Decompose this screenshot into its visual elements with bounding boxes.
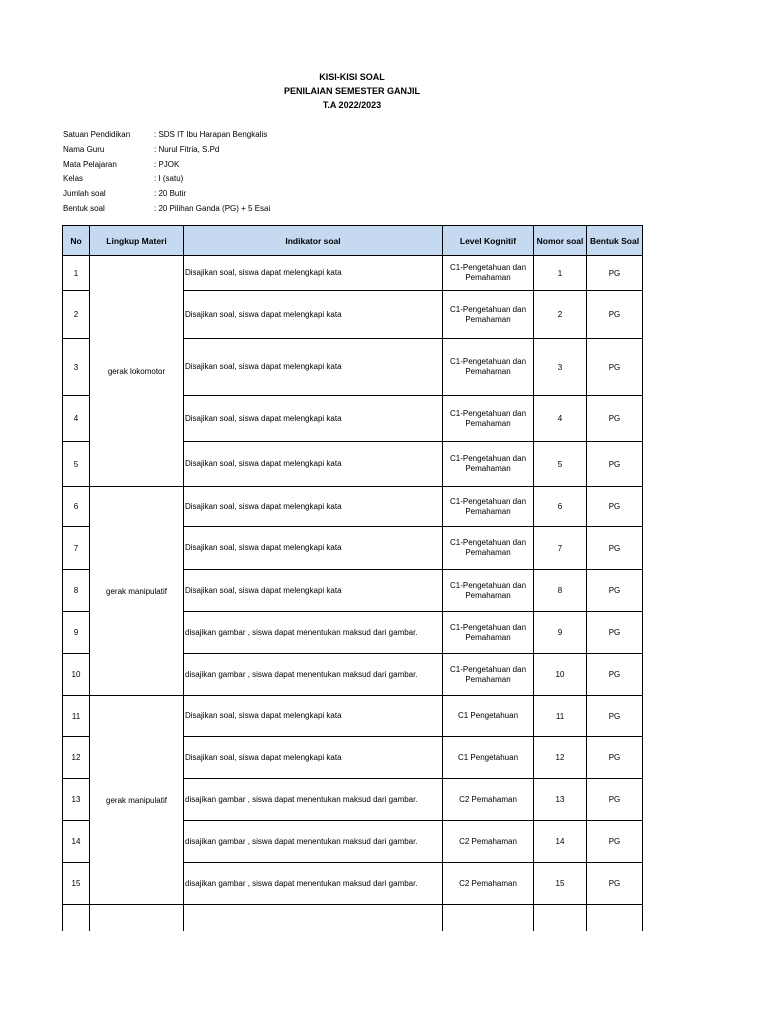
cell-no: 14 <box>63 821 90 863</box>
cell-bentuk: PG <box>587 396 643 442</box>
cell-indikator: disajikan gambar , siswa dapat menentukan maksud dari gambar. <box>184 612 443 654</box>
cell-indikator: disajikan gambar , siswa dapat menentukan maksud dari gambar. <box>184 821 443 863</box>
cell-lingkup-materi: gerak manipulatif <box>90 696 184 905</box>
info-label: Satuan Pendidikan <box>63 130 131 139</box>
info-value: : 20 Butir <box>154 189 187 199</box>
cell-level: C1-Pengetahuan dan Pemahaman <box>443 527 534 570</box>
info-value: : PJOK <box>154 159 180 169</box>
cell-no: 4 <box>63 396 90 442</box>
cell-bentuk: PG <box>587 612 643 654</box>
header-lingkup-materi: Lingkup Materi <box>90 226 184 256</box>
cell-no: 5 <box>63 442 90 487</box>
cell-nomor: 12 <box>534 737 587 779</box>
cell-nomor: 1 <box>534 256 587 291</box>
title-line-1: KISI-KISI SOAL <box>319 72 385 82</box>
header-indikator-soal: Indikator soal <box>184 226 443 256</box>
cell-no: 10 <box>63 654 90 696</box>
cell-nomor: 13 <box>534 779 587 821</box>
cell-level: C2 Pemahaman <box>443 821 534 863</box>
cell-nomor: 11 <box>534 696 587 737</box>
cell-bentuk: PG <box>587 256 643 291</box>
info-label: Mata Pelajaran <box>63 159 117 169</box>
cell-nomor: 9 <box>534 612 587 654</box>
cell-bentuk: PG <box>587 291 643 339</box>
cell-no: 1 <box>63 256 90 291</box>
table-row <box>63 696 643 737</box>
cell-bentuk: PG <box>587 570 643 612</box>
header-nomor-soal: Nomor soal <box>534 226 587 256</box>
info-label: Kelas <box>63 174 84 184</box>
cell-level: C1-Pengetahuan dan Pemahaman <box>443 396 534 442</box>
cell-bentuk: PG <box>587 696 643 737</box>
cell-bentuk: PG <box>587 779 643 821</box>
cell-no: 15 <box>63 863 90 905</box>
cell-level: C1-Pengetahuan dan Pemahaman <box>443 256 534 291</box>
cell-no: 12 <box>63 737 90 779</box>
cell-level: C1 Pengetahuan <box>443 737 534 779</box>
cell-nomor: 3 <box>534 339 587 396</box>
info-row <box>63 143 270 158</box>
header-no: No <box>63 226 90 256</box>
page-bottom-margin <box>0 931 768 1024</box>
title-line-2: PENILAIAN SEMESTER GANJIL <box>283 86 420 96</box>
cell-indikator: Disajikan soal, siswa dapat melengkapi kata <box>184 442 443 487</box>
cell-indikator: Disajikan soal, siswa dapat melengkapi kata <box>184 696 443 737</box>
info-row <box>63 158 270 173</box>
cell-nomor: 8 <box>534 570 587 612</box>
cell-no: 7 <box>63 527 90 570</box>
cell-level: C1-Pengetahuan dan Pemahaman <box>443 442 534 487</box>
cell-nomor: 10 <box>534 654 587 696</box>
cell-indikator: Disajikan soal, siswa dapat melengkapi kata <box>184 737 443 779</box>
header-bentuk-soal: Bentuk Soal <box>587 226 643 256</box>
cell-indikator: Disajikan soal, siswa dapat melengkapi kata <box>184 291 443 339</box>
cell-indikator: disajikan gambar , siswa dapat menentukan maksud dari gambar. <box>184 779 443 821</box>
cell-level: C1-Pengetahuan dan Pemahaman <box>443 654 534 696</box>
cell-bentuk: PG <box>587 527 643 570</box>
cell-indikator: Disajikan soal, siswa dapat melengkapi kata <box>184 339 443 396</box>
info-row <box>63 172 270 187</box>
cell-bentuk: PG <box>587 821 643 863</box>
kisi-kisi-table-wrapper <box>62 225 643 965</box>
document-title <box>0 70 704 112</box>
cell-no: 13 <box>63 779 90 821</box>
cell-bentuk: PG <box>587 654 643 696</box>
cell-level: C1-Pengetahuan dan Pemahaman <box>443 487 534 527</box>
cell-lingkup-materi: gerak lokomotor <box>90 256 184 487</box>
cell-level: C1-Pengetahuan dan Pemahaman <box>443 570 534 612</box>
cell-level: C1-Pengetahuan dan Pemahaman <box>443 612 534 654</box>
cell-indikator: Disajikan soal, siswa dapat melengkapi kata <box>184 570 443 612</box>
cell-no: 9 <box>63 612 90 654</box>
cell-no: 6 <box>63 487 90 527</box>
cell-level: C1-Pengetahuan dan Pemahaman <box>443 339 534 396</box>
info-label: Bentuk soal <box>63 203 105 213</box>
cell-bentuk: PG <box>587 487 643 527</box>
info-label: Jumlah soal <box>63 189 106 199</box>
header-level-kognitif: Level Kognitif <box>443 226 534 256</box>
cell-indikator: Disajikan soal, siswa dapat melengkapi kata <box>184 487 443 527</box>
cell-indikator: Disajikan soal, siswa dapat melengkapi kata <box>184 396 443 442</box>
cell-nomor: 5 <box>534 442 587 487</box>
info-value: : SDS IT Ibu Harapan Bengkalis <box>154 130 268 139</box>
cell-level: C1 Pengetahuan <box>443 696 534 737</box>
table-row <box>63 487 643 527</box>
cell-lingkup-materi: gerak manipulatif <box>90 487 184 696</box>
info-row <box>63 187 270 202</box>
cell-indikator: disajikan gambar , siswa dapat menentukan maksud dari gambar. <box>184 654 443 696</box>
cell-no: 3 <box>63 339 90 396</box>
cell-nomor: 6 <box>534 487 587 527</box>
cell-nomor: 15 <box>534 863 587 905</box>
cell-indikator: Disajikan soal, siswa dapat melengkapi kata <box>184 256 443 291</box>
table-header-row <box>63 226 643 256</box>
table-row <box>63 256 643 291</box>
cell-nomor: 4 <box>534 396 587 442</box>
cell-bentuk: PG <box>587 339 643 396</box>
info-label: Nama Guru <box>63 144 105 154</box>
cell-indikator: Disajikan soal, siswa dapat melengkapi kata <box>184 527 443 570</box>
cell-bentuk: PG <box>587 737 643 779</box>
cell-level: C2 Pemahaman <box>443 779 534 821</box>
identity-info <box>63 128 270 217</box>
cell-bentuk: PG <box>587 442 643 487</box>
cell-no: 11 <box>63 696 90 737</box>
cell-nomor: 7 <box>534 527 587 570</box>
cell-level: C2 Pemahaman <box>443 863 534 905</box>
title-line-3: T.A 2022/2023 <box>322 100 382 110</box>
info-value: : Nurul Fitria, S.Pd <box>154 144 220 154</box>
cell-nomor: 14 <box>534 821 587 863</box>
cell-bentuk: PG <box>587 863 643 905</box>
kisi-kisi-table <box>62 225 643 965</box>
cell-indikator: disajikan gambar , siswa dapat menentukan maksud dari gambar. <box>184 863 443 905</box>
cell-nomor: 2 <box>534 291 587 339</box>
info-row <box>63 128 270 143</box>
info-value: : I (satu) <box>154 174 184 184</box>
cell-level: C1-Pengetahuan dan Pemahaman <box>443 291 534 339</box>
cell-no: 8 <box>63 570 90 612</box>
cell-no: 2 <box>63 291 90 339</box>
info-row <box>63 202 270 217</box>
info-value: : 20 Pilihan Ganda (PG) + 5 Esai <box>154 203 271 213</box>
